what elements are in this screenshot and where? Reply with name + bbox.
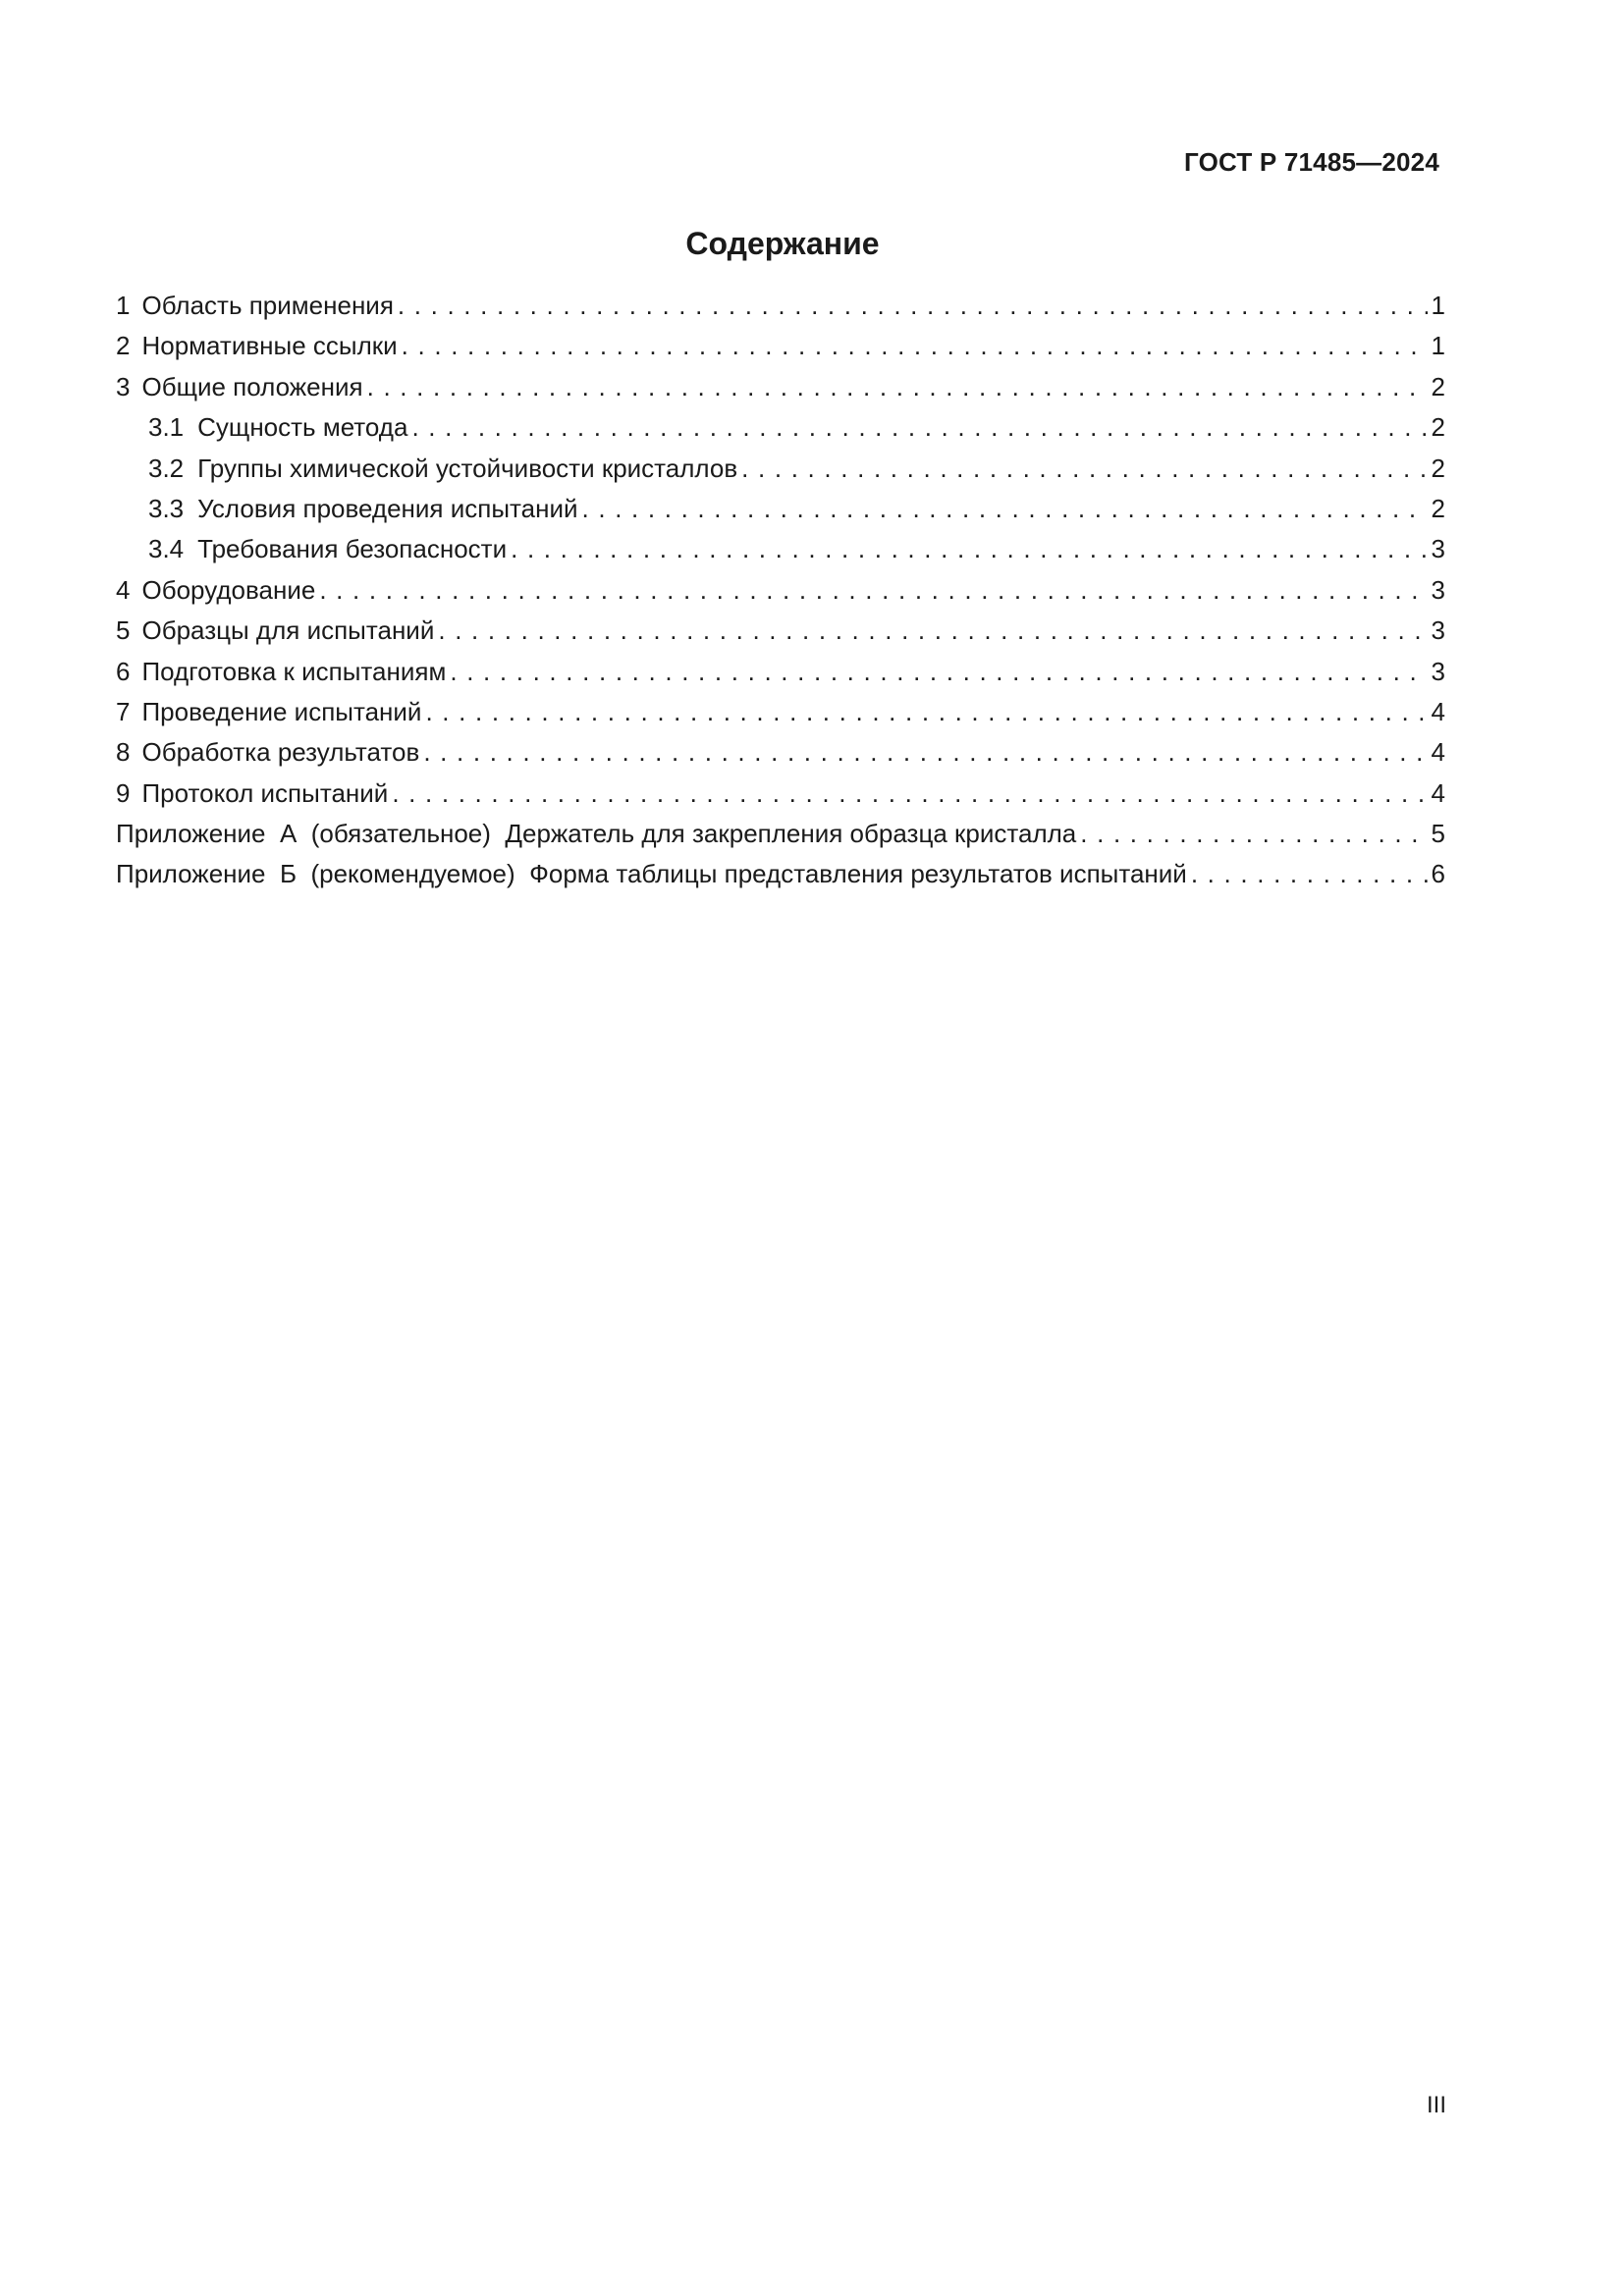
toc-item-number: 9 (116, 777, 131, 808)
toc-item-page: 4 (1431, 777, 1445, 808)
toc-item[interactable] (116, 692, 1445, 732)
toc-item-label: Образцы для испытаний (141, 615, 435, 646)
toc-item[interactable] (116, 732, 1445, 773)
toc-leader-dots (1080, 814, 1427, 854)
table-of-contents (116, 286, 1445, 895)
toc-title: Содержание (685, 226, 880, 261)
toc-item[interactable] (116, 611, 1445, 651)
toc-item[interactable] (116, 652, 1445, 692)
toc-item-label: Условия проведения испытаний (197, 493, 578, 523)
toc-appendix-item[interactable] (116, 854, 1445, 894)
toc-item-page: 1 (1431, 291, 1445, 320)
toc-leader-dots (450, 652, 1427, 692)
toc-item-page: 2 (1431, 412, 1445, 443)
toc-item-page: 3 (1431, 534, 1445, 564)
toc-item-page: 4 (1431, 737, 1445, 768)
toc-item-page: 2 (1431, 453, 1445, 483)
toc-item-number: 1 (116, 291, 131, 320)
toc-item-number: 2 (116, 331, 131, 361)
toc-leader-dots (402, 326, 1428, 366)
toc-item-label: Подготовка к испытаниям (141, 656, 447, 686)
toc-item-label: Требования безопасности (197, 534, 508, 564)
toc-leader-dots (425, 692, 1427, 732)
toc-subitem[interactable] (116, 489, 1445, 529)
toc-item-label: Оборудование (141, 574, 316, 605)
page-number: III (1426, 2092, 1446, 2118)
toc-subitem[interactable] (116, 449, 1445, 489)
toc-item-page: 1 (1431, 331, 1445, 361)
toc-item-page: 2 (1431, 371, 1445, 401)
toc-item-number: 8 (116, 737, 131, 768)
document-code: ГОСТ Р 71485—2024 (1184, 147, 1439, 177)
toc-item[interactable] (116, 286, 1445, 326)
toc-item-label: Приложение Б (рекомендуемое) Форма таблицы представления результатов испытаний (116, 859, 1187, 889)
toc-item-page: 5 (1431, 819, 1445, 849)
toc-item-page: 3 (1431, 574, 1445, 605)
toc-leader-dots (398, 286, 1428, 326)
toc-item-label: Проведение испытаний (141, 696, 422, 726)
toc-leader-dots (411, 407, 1427, 448)
toc-item[interactable] (116, 367, 1445, 407)
toc-item-label: Нормативные ссылки (141, 331, 398, 361)
toc-item-number: 6 (116, 656, 131, 686)
toc-leader-dots (511, 529, 1427, 569)
toc-item-number: 3.1 (148, 412, 185, 443)
toc-subitem[interactable] (116, 529, 1445, 569)
toc-leader-dots (319, 570, 1427, 611)
toc-item-label: Обработка результатов (141, 737, 420, 768)
toc-leader-dots (582, 489, 1428, 529)
toc-appendix-item[interactable] (116, 814, 1445, 854)
toc-item-page: 4 (1431, 696, 1445, 726)
toc-item-page: 2 (1431, 493, 1445, 523)
toc-item-number: 7 (116, 696, 131, 726)
toc-leader-dots (741, 449, 1427, 489)
toc-item-number: 3.4 (148, 534, 185, 564)
toc-item[interactable] (116, 570, 1445, 611)
toc-item-number: 3.2 (148, 453, 185, 483)
toc-item-label: Приложение А (обязательное) Держатель для закрепления образца кристалла (116, 819, 1077, 849)
toc-leader-dots (438, 611, 1427, 651)
toc-leader-dots (1191, 854, 1428, 894)
toc-item[interactable] (116, 326, 1445, 366)
toc-item-label: Группы химической устойчивости кристаллов (197, 453, 738, 483)
toc-subitem[interactable] (116, 407, 1445, 448)
toc-leader-dots (367, 367, 1428, 407)
toc-item-number: 3.3 (148, 493, 185, 523)
toc-item-number: 4 (116, 574, 131, 605)
toc-leader-dots (423, 732, 1427, 773)
toc-item-page: 3 (1431, 615, 1445, 646)
toc-item-label: Область применения (141, 291, 394, 320)
toc-item[interactable] (116, 774, 1445, 814)
toc-item-page: 3 (1431, 656, 1445, 686)
toc-item-number: 5 (116, 615, 131, 646)
toc-item-label: Протокол испытаний (141, 777, 389, 808)
toc-leader-dots (392, 774, 1427, 814)
toc-item-label: Общие положения (141, 371, 363, 401)
toc-item-page: 6 (1431, 859, 1445, 889)
toc-item-number: 3 (116, 371, 131, 401)
toc-item-label: Сущность метода (197, 412, 408, 443)
